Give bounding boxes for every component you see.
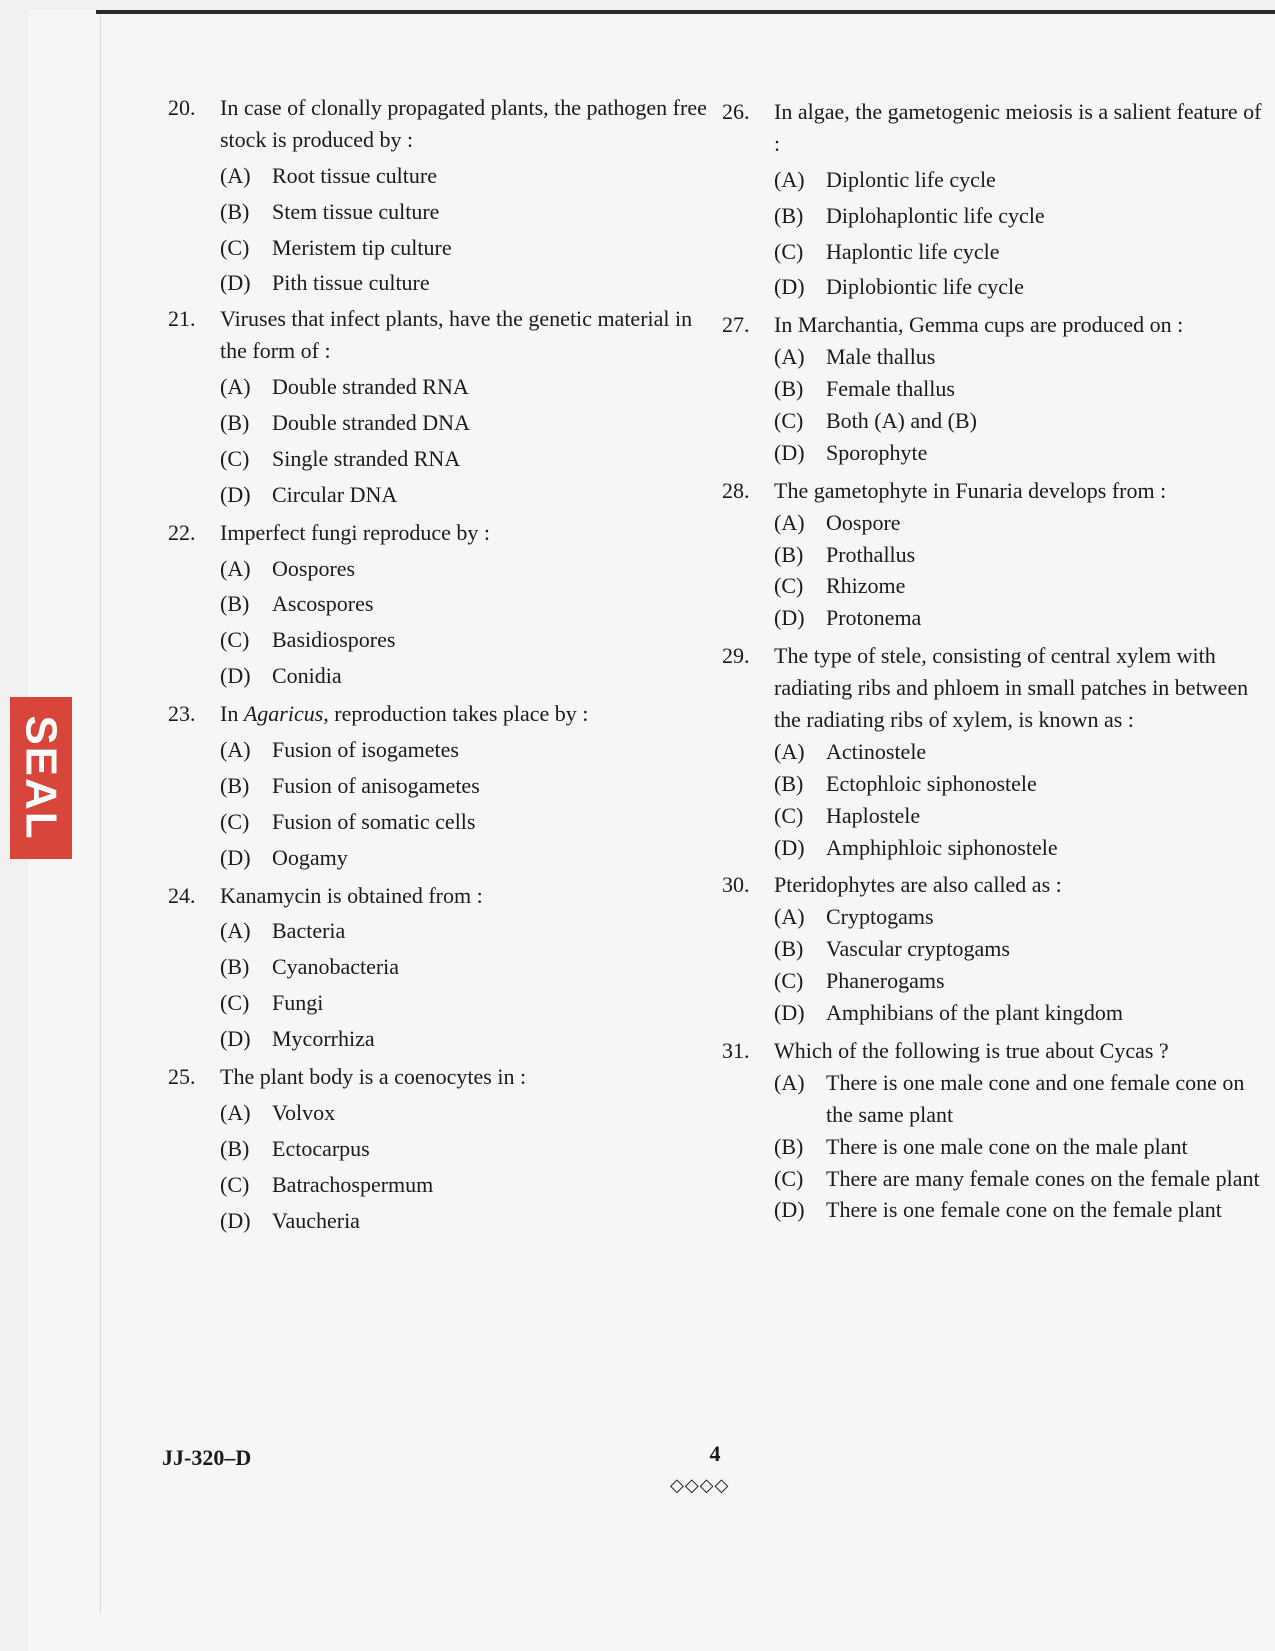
question-number: 25. bbox=[168, 1064, 196, 1090]
option-d bbox=[774, 271, 1267, 303]
option-key: (A) bbox=[220, 555, 251, 581]
option-text: Volvox bbox=[272, 1099, 336, 1125]
option-text: Double stranded DNA bbox=[272, 410, 470, 436]
option-key: (A) bbox=[774, 904, 805, 930]
question-28 bbox=[722, 475, 1267, 634]
option-text: Oospores bbox=[272, 555, 356, 581]
option-a bbox=[774, 341, 1267, 373]
option-b bbox=[220, 1133, 708, 1165]
option-key: (C) bbox=[774, 968, 804, 994]
question-number: 26. bbox=[722, 99, 750, 124]
genus-name: Agaricus bbox=[243, 701, 324, 727]
option-text: Basidiospores bbox=[272, 627, 396, 653]
question-text: Viruses that infect plants, have the genetic material in the form of : bbox=[220, 306, 693, 364]
option-c bbox=[774, 570, 1267, 602]
option-text: Haplontic life cycle bbox=[826, 238, 1000, 264]
question-25 bbox=[168, 1061, 708, 1236]
option-d bbox=[220, 479, 708, 511]
question-number: 21. bbox=[168, 306, 196, 332]
option-a bbox=[774, 901, 1267, 933]
option-c bbox=[774, 1163, 1267, 1195]
option-key: (B) bbox=[220, 772, 250, 798]
question-text-start: In bbox=[220, 701, 244, 727]
option-key: (A) bbox=[774, 166, 805, 192]
question-text bbox=[220, 698, 708, 730]
option-key: (D) bbox=[220, 1207, 251, 1233]
option-text: Bacteria bbox=[272, 918, 346, 944]
question-number: 20. bbox=[168, 95, 196, 120]
right-column bbox=[722, 96, 1267, 1232]
option-key: (D) bbox=[220, 844, 251, 870]
option-text: Prothallus bbox=[826, 541, 916, 567]
option-c bbox=[220, 1169, 708, 1201]
question-30 bbox=[722, 869, 1267, 1028]
option-key: (D) bbox=[774, 1000, 805, 1026]
option-key: (B) bbox=[220, 954, 250, 980]
option-c bbox=[220, 443, 708, 475]
option-d bbox=[220, 660, 708, 692]
question-text: The plant body is a coenocytes in : bbox=[220, 1064, 527, 1090]
question-number: 29. bbox=[722, 643, 750, 669]
question-text: Which of the following is true about Cycas ? bbox=[774, 1037, 1169, 1063]
option-b bbox=[774, 1131, 1267, 1163]
option-text: Fusion of isogametes bbox=[272, 737, 459, 763]
question-text: Imperfect fungi reproduce by : bbox=[220, 519, 490, 545]
option-text: There is one male cone on the male plant bbox=[826, 1133, 1188, 1159]
option-key: (C) bbox=[220, 808, 250, 834]
seal-label: SEAL bbox=[17, 715, 67, 841]
option-key: (B) bbox=[220, 591, 250, 617]
option-text: Pith tissue culture bbox=[272, 270, 430, 296]
option-c bbox=[220, 987, 708, 1019]
option-text: Oospore bbox=[826, 509, 901, 535]
option-key: (C) bbox=[774, 1165, 804, 1191]
question-22 bbox=[168, 517, 708, 692]
option-key: (B) bbox=[220, 1135, 250, 1161]
option-text: Conidia bbox=[272, 663, 342, 689]
question-number: 23. bbox=[168, 701, 196, 727]
question-text: In Marchantia, Gemma cups are produced on : bbox=[774, 312, 1184, 338]
option-text: Fusion of anisogametes bbox=[272, 772, 480, 798]
question-21 bbox=[168, 303, 708, 510]
question-23 bbox=[168, 698, 708, 873]
option-a bbox=[220, 734, 708, 766]
end-of-page-mark: ◇◇◇◇ bbox=[670, 1475, 730, 1495]
question-29 bbox=[722, 640, 1267, 863]
seal-stamp bbox=[10, 697, 72, 859]
option-b bbox=[774, 200, 1267, 232]
question-number: 27. bbox=[722, 312, 750, 338]
option-d bbox=[774, 997, 1267, 1029]
option-key: (A) bbox=[774, 1069, 805, 1095]
option-d bbox=[220, 267, 708, 299]
question-text: Pteridophytes are also called as : bbox=[774, 872, 1062, 898]
option-text: Male thallus bbox=[826, 344, 936, 370]
option-b bbox=[220, 588, 708, 620]
option-c bbox=[774, 965, 1267, 997]
option-key: (D) bbox=[774, 274, 805, 300]
option-text: Fungi bbox=[272, 990, 324, 1016]
option-text: Fusion of somatic cells bbox=[272, 808, 476, 834]
option-text: Oogamy bbox=[272, 844, 348, 870]
question-number: 22. bbox=[168, 519, 196, 545]
option-text: Phanerogams bbox=[826, 968, 945, 994]
option-text: Sporophyte bbox=[826, 439, 928, 465]
option-key: (C) bbox=[220, 1171, 250, 1197]
option-key: (B) bbox=[774, 541, 804, 567]
option-key: (A) bbox=[220, 162, 251, 188]
option-c bbox=[220, 806, 708, 838]
option-key: (C) bbox=[774, 573, 804, 599]
option-a bbox=[774, 507, 1267, 539]
option-key: (D) bbox=[774, 439, 805, 465]
option-text: Diplohaplontic life cycle bbox=[826, 202, 1045, 228]
question-number: 31. bbox=[722, 1037, 750, 1063]
question-text-end: , reproduction takes place by : bbox=[323, 701, 589, 727]
option-a bbox=[220, 1097, 708, 1129]
option-key: (A) bbox=[220, 918, 251, 944]
option-text: Female thallus bbox=[826, 376, 955, 402]
option-b bbox=[774, 768, 1267, 800]
option-text: Root tissue culture bbox=[272, 162, 437, 188]
option-b bbox=[220, 407, 708, 439]
option-text: Diplobiontic life cycle bbox=[826, 274, 1024, 300]
option-text: Meristem tip culture bbox=[272, 234, 452, 260]
question-24 bbox=[168, 880, 708, 1055]
option-d bbox=[220, 842, 708, 874]
option-c bbox=[774, 405, 1267, 437]
question-text: The type of stele, consisting of central xylem with radiating ribs and phloem in small patches in between the radiating ribs of xylem, is known as : bbox=[774, 643, 1249, 733]
option-text: There are many female cones on the female plant bbox=[826, 1165, 1260, 1191]
question-number: 30. bbox=[722, 872, 750, 898]
option-text: Vascular cryptogams bbox=[826, 936, 1010, 962]
option-a bbox=[774, 164, 1267, 196]
option-key: (A) bbox=[774, 344, 805, 370]
option-text: Diplontic life cycle bbox=[826, 166, 996, 192]
option-key: (A) bbox=[220, 1099, 251, 1125]
option-key: (D) bbox=[220, 1026, 251, 1052]
paper-code: JJ-320–D bbox=[162, 1445, 252, 1470]
option-b bbox=[774, 933, 1267, 965]
option-a bbox=[220, 553, 708, 585]
option-key: (C) bbox=[774, 238, 804, 264]
option-d bbox=[774, 437, 1267, 469]
option-key: (B) bbox=[774, 202, 804, 228]
option-key: (B) bbox=[220, 410, 250, 436]
option-key: (C) bbox=[220, 445, 250, 471]
question-31 bbox=[722, 1035, 1267, 1226]
option-b bbox=[774, 539, 1267, 571]
option-text: Amphiphloic siphonostele bbox=[826, 834, 1058, 860]
question-number: 28. bbox=[722, 477, 750, 503]
option-key: (B) bbox=[220, 198, 250, 224]
option-text: Mycorrhiza bbox=[272, 1026, 375, 1052]
option-key: (C) bbox=[220, 990, 250, 1016]
option-text: There is one male cone and one female cone on the same plant bbox=[826, 1069, 1245, 1127]
question-text: In case of clonally propagated plants, the pathogen free stock is produced by : bbox=[220, 95, 707, 152]
option-text: Stem tissue culture bbox=[272, 198, 440, 224]
option-text: Rhizome bbox=[826, 573, 906, 599]
option-text: Cyanobacteria bbox=[272, 954, 400, 980]
option-b bbox=[220, 196, 708, 228]
option-key: (D) bbox=[220, 663, 251, 689]
option-d bbox=[774, 1194, 1267, 1226]
option-d bbox=[220, 1205, 708, 1237]
option-key: (D) bbox=[774, 605, 805, 631]
option-key: (C) bbox=[774, 802, 804, 828]
option-a bbox=[220, 371, 708, 403]
option-text: Ascospores bbox=[272, 591, 374, 617]
page-number: 4 bbox=[709, 1441, 721, 1466]
question-20 bbox=[168, 92, 708, 299]
option-key: (C) bbox=[220, 234, 250, 260]
option-key: (A) bbox=[774, 738, 805, 764]
question-text: In algae, the gametogenic meiosis is a salient feature of : bbox=[774, 99, 1262, 156]
option-c bbox=[220, 232, 708, 264]
option-text: Cryptogams bbox=[826, 904, 934, 930]
option-key: (B) bbox=[774, 1133, 804, 1159]
option-d bbox=[220, 1023, 708, 1055]
option-key: (A) bbox=[220, 374, 251, 400]
option-text: Vaucheria bbox=[272, 1207, 360, 1233]
question-27 bbox=[722, 309, 1267, 468]
question-number: 24. bbox=[168, 882, 196, 908]
option-text: Circular DNA bbox=[272, 481, 398, 507]
option-key: (C) bbox=[220, 627, 250, 653]
option-key: (D) bbox=[220, 481, 251, 507]
option-key: (D) bbox=[774, 834, 805, 860]
option-c bbox=[220, 624, 708, 656]
option-text: Batrachospermum bbox=[272, 1171, 434, 1197]
page-top-edge bbox=[96, 10, 1275, 14]
option-text: Protonema bbox=[826, 605, 922, 631]
option-a bbox=[220, 915, 708, 947]
option-text: There is one female cone on the female plant bbox=[826, 1197, 1222, 1223]
option-b bbox=[220, 951, 708, 983]
option-d bbox=[774, 602, 1267, 634]
option-a bbox=[774, 736, 1267, 768]
option-b bbox=[220, 770, 708, 802]
option-text: Haplostele bbox=[826, 802, 921, 828]
option-b bbox=[774, 373, 1267, 405]
option-key: (B) bbox=[774, 376, 804, 402]
option-text: Both (A) and (B) bbox=[826, 408, 977, 434]
question-text: The gametophyte in Funaria develops from : bbox=[774, 477, 1167, 503]
option-text: Double stranded RNA bbox=[272, 374, 469, 400]
option-text: Actinostele bbox=[826, 738, 927, 764]
option-key: (A) bbox=[220, 737, 251, 763]
question-26 bbox=[722, 96, 1267, 303]
option-key: (D) bbox=[220, 270, 251, 296]
page-fold-line bbox=[100, 14, 101, 1614]
option-key: (D) bbox=[774, 1197, 805, 1223]
option-text: Single stranded RNA bbox=[272, 445, 461, 471]
option-text: Amphibians of the plant kingdom bbox=[826, 1000, 1123, 1026]
option-key: (A) bbox=[774, 509, 805, 535]
option-a bbox=[220, 160, 708, 192]
option-a bbox=[774, 1067, 1267, 1131]
option-c bbox=[774, 800, 1267, 832]
option-d bbox=[774, 832, 1267, 864]
question-text: Kanamycin is obtained from : bbox=[220, 882, 483, 908]
option-text: Ectocarpus bbox=[272, 1135, 370, 1161]
option-text: Ectophloic siphonostele bbox=[826, 770, 1037, 796]
left-column bbox=[168, 92, 708, 1243]
option-c bbox=[774, 236, 1267, 268]
option-key: (B) bbox=[774, 770, 804, 796]
option-key: (C) bbox=[774, 408, 804, 434]
option-key: (B) bbox=[774, 936, 804, 962]
